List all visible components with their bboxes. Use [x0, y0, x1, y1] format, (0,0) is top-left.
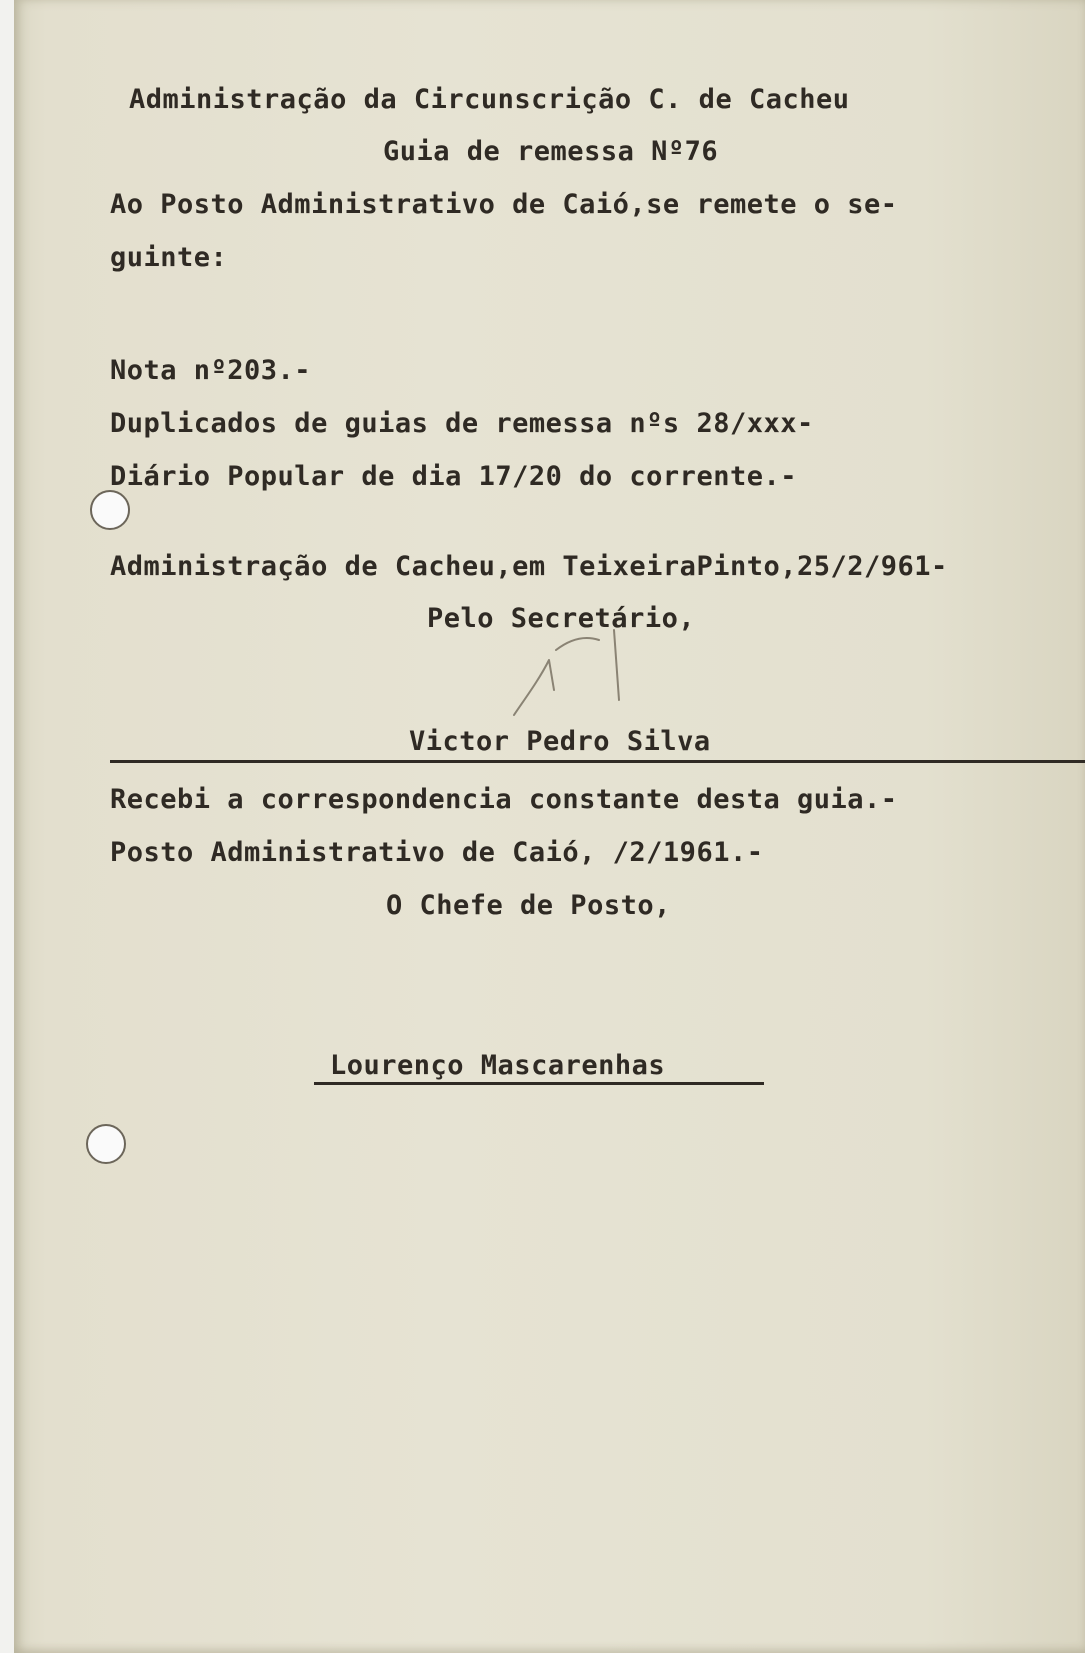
- receipt-line-1: Recebi a correspondencia constante desta guia.-: [110, 784, 898, 815]
- punch-hole-icon: [90, 490, 130, 530]
- receiver-title: O Chefe de Posto,: [386, 890, 671, 921]
- place-date-line: Administração de Cacheu,em TeixeiraPinto,25/2/961-: [110, 551, 948, 582]
- section-divider: [110, 760, 1085, 763]
- recipient-line-2: guinte:: [110, 242, 228, 273]
- punch-hole-icon: [86, 1124, 126, 1164]
- signer-name: Victor Pedro Silva: [409, 726, 711, 757]
- guide-title: Guia de remessa Nº76: [383, 136, 719, 167]
- document-sheet: [14, 0, 1085, 1653]
- header-line: Administração da Circunscrição C. de Cacheu: [129, 84, 850, 115]
- item-diario: Diário Popular de dia 17/20 do corrente.-: [110, 461, 797, 492]
- recipient-line-1: Ao Posto Administrativo de Caió,se remete o se-: [110, 189, 898, 220]
- item-duplicados: Duplicados de guias de remessa nºs 28/xxx-: [110, 408, 814, 439]
- receipt-line-2: Posto Administrativo de Caió, /2/1961.-: [110, 837, 764, 868]
- receiver-name-underline: [314, 1082, 764, 1085]
- signer-title: Pelo Secretário,: [427, 603, 696, 634]
- receiver-name: Lourenço Mascarenhas: [330, 1050, 666, 1081]
- item-nota: Nota nº203.-: [110, 355, 312, 386]
- handwritten-signature: [494, 620, 644, 730]
